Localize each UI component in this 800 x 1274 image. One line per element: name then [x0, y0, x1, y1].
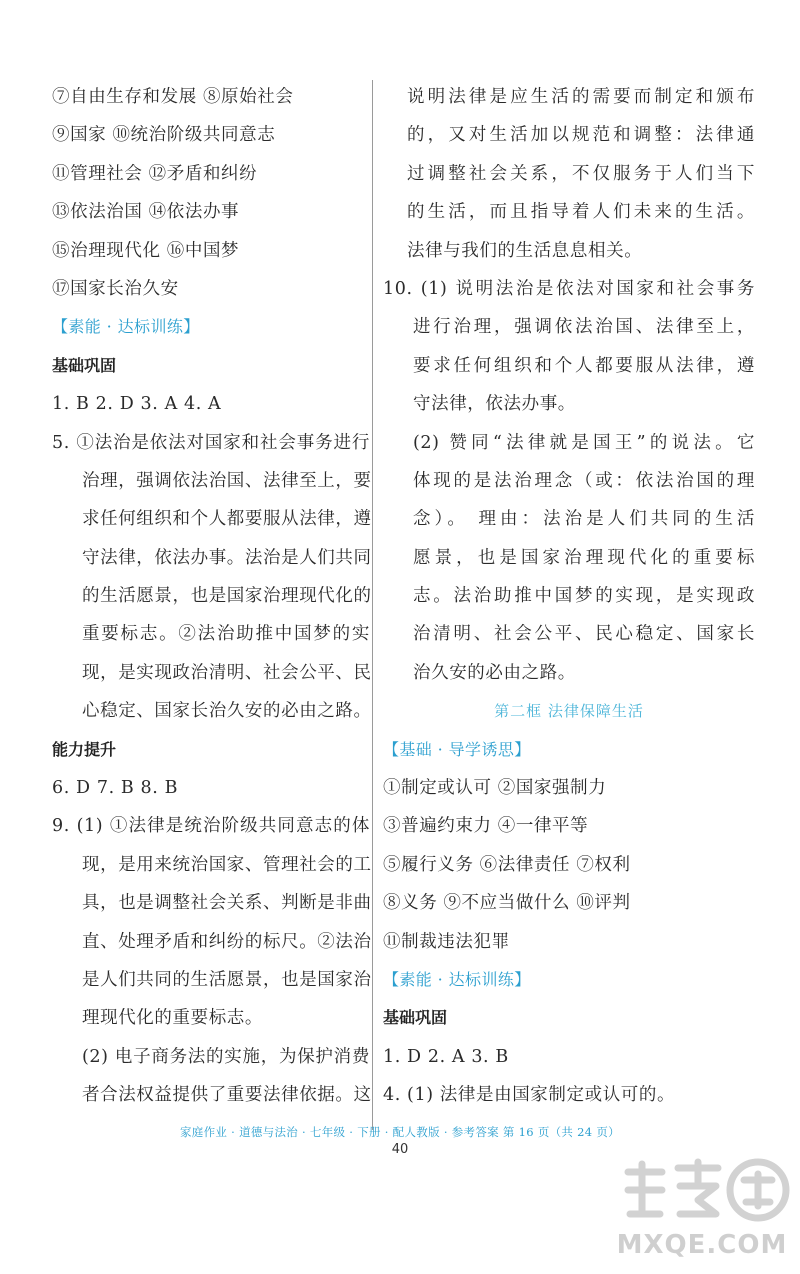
text-line: 求任何组织和个人都要服从法律，遵	[82, 509, 372, 530]
text-line: ①制定或认可 ②国家强制力	[383, 778, 607, 799]
text-line: ⑬依法治国 ⑭依法办事	[52, 202, 240, 223]
text-line: ⑨国家 ⑩统治阶级共同意志	[52, 125, 276, 146]
watermark-logo	[612, 1150, 792, 1268]
text-line: 治清明、社会公平、民心稳定、国家长	[413, 624, 755, 645]
text-line: 心稳定、国家长治久安的必由之路。	[82, 701, 372, 722]
text-line: ③普遍约束力 ④一律平等	[383, 816, 589, 837]
text-line: 守法律，依法办事。法治是人们共同	[82, 547, 372, 568]
text-line: 具，也是调整社会关系、判断是非曲	[82, 893, 372, 914]
text-line: ⑤履行义务 ⑥法律责任 ⑦权利	[383, 854, 631, 875]
text-line: 的，又对生活加以规范和调整：法律通	[407, 125, 755, 146]
text-line: (2) 电子商务法的实施，为保护消费	[82, 1046, 370, 1067]
text-line: 6. D 7. B 8. B	[52, 778, 179, 799]
text-line: 的生活愿景，也是国家治理现代化的	[82, 586, 372, 607]
watermark-graphic	[612, 1150, 792, 1230]
subsection-heading: 基础巩固	[52, 355, 117, 375]
page-footer: 家庭作业 · 道德与法治 · 七年级 · 下册 · 配人教版 · 参考答案 第 16 页（共 24 页）	[180, 1125, 620, 1139]
text-line: ⑰国家长治久安	[52, 278, 179, 299]
text-line: 志。法治助推中国梦的实现，是实现政	[413, 586, 755, 607]
text-line: 1. D 2. A 3. B	[383, 1046, 509, 1067]
text-line: 治久安的必由之路。	[413, 662, 576, 683]
section-header: 【基础 · 导学诱思】	[383, 739, 531, 759]
page-number: 40	[391, 1142, 409, 1157]
text-line: ⑦自由生存和发展 ⑧原始社会	[52, 87, 294, 107]
left-column	[52, 78, 370, 1115]
text-line: 9. (1) ①法律是统治阶级共同意志的体	[52, 816, 370, 837]
text-line: 念）。 理由：法治是人们共同的生活	[413, 509, 755, 530]
text-line: 说明法律是应生活的需要而制定和颁布	[407, 87, 755, 107]
text-line: 5. ①法治是依法对国家和社会事务进行	[52, 432, 370, 453]
subsection-heading: 能力提升	[52, 739, 117, 759]
subsection-heading: 基础巩固	[383, 1008, 448, 1028]
text-line: 进行治理，强调依法治国、法律至上，	[413, 317, 755, 338]
right-column	[383, 78, 755, 1115]
text-line: 治理，强调依法治国、法律至上，要	[82, 470, 372, 491]
text-line: 10. (1) 说明法治是依法对国家和社会事务	[383, 278, 755, 299]
text-line: 现，是用来统治国家、管理社会的工	[82, 854, 372, 875]
section-header: 【素能 · 达标训练】	[383, 969, 531, 989]
text-line: 直、处理矛盾和纠纷的标尺。②法治	[82, 931, 372, 952]
text-line: 过调整社会关系，不仅服务于人们当下	[407, 163, 755, 184]
text-line: 1. B 2. D 3. A 4. A	[52, 394, 222, 415]
text-line: 者合法权益提供了重要法律依据。这	[82, 1085, 372, 1106]
lesson-title: 第二框 法律保障生活	[494, 702, 644, 721]
text-line: 现，是实现政治清明、社会公平、民	[82, 662, 372, 683]
text-line: 要求任何组织和个人都要服从法律，遵	[413, 355, 755, 376]
text-line: ⑪制裁违法犯罪	[383, 931, 510, 952]
text-line: 的生活，而且指导着人们未来的生活。	[407, 202, 755, 223]
text-line: 体现的是法治理念（或：依法治国的理	[413, 470, 755, 491]
text-line: (2) 赞同“法律就是国王”的说法。它	[413, 432, 755, 453]
text-line: 理现代化的重要标志。	[82, 1008, 263, 1029]
text-line: 重要标志。②法治助推中国梦的实	[82, 624, 370, 645]
text-line: 守法律，依法办事。	[413, 394, 576, 415]
text-line: ⑧义务 ⑨不应当做什么 ⑩评判	[383, 893, 631, 914]
text-line: ⑮治理现代化 ⑯中国梦	[52, 240, 240, 261]
text-line: 是人们共同的生活愿景，也是国家治	[82, 969, 372, 990]
section-header: 【素能 · 达标训练】	[52, 317, 200, 337]
column-divider	[372, 80, 373, 1130]
text-line: 法律与我们的生活息息相关。	[407, 240, 643, 261]
text-line: ⑪管理社会 ⑫矛盾和纠纷	[52, 163, 258, 184]
text-line: 愿景，也是国家治理现代化的重要标	[413, 547, 755, 568]
watermark-url: MXQE.COM	[616, 1230, 788, 1260]
text-line: 4. (1) 法律是由国家制定或认可的。	[383, 1085, 676, 1106]
